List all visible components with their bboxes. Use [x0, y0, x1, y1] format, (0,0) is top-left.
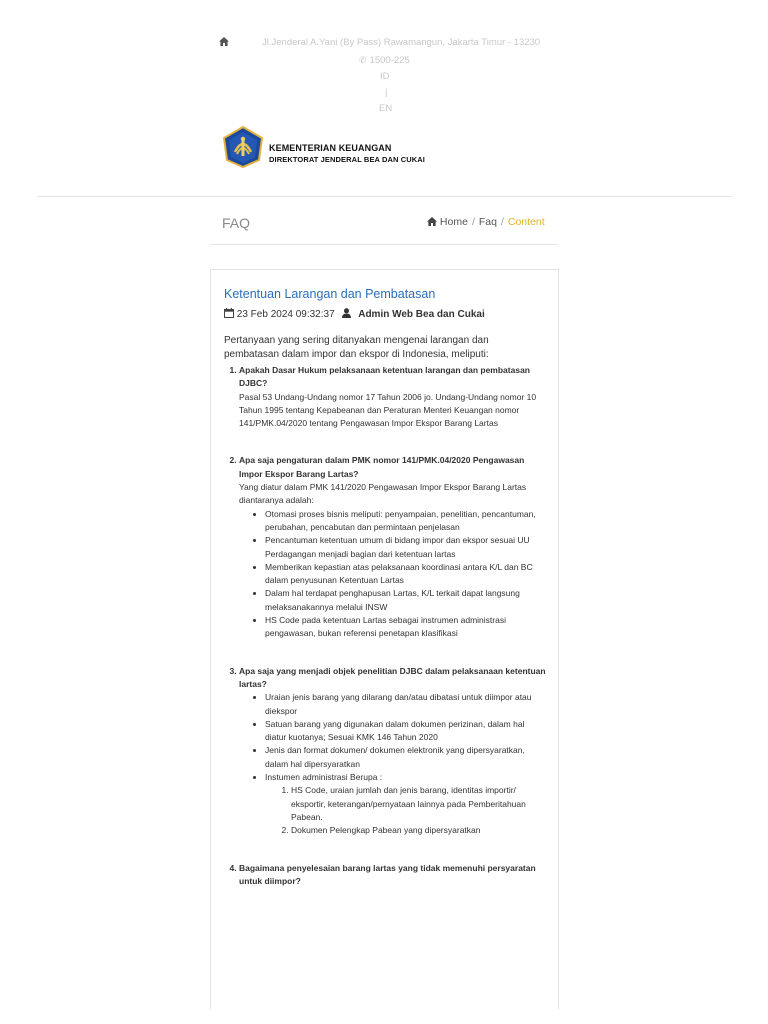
list-item: • HS Code pada ketentuan Lartas sebagai instrumen administrasi pengawasan, bukan referensi penetapan klasifikasi — [265, 614, 546, 641]
title-divider — [210, 244, 558, 245]
breadcrumb-separator: / — [471, 216, 475, 228]
breadcrumb-home[interactable]: Home — [439, 216, 468, 228]
faq-bullet-list — [239, 508, 546, 641]
faq-item — [239, 364, 546, 454]
article-author: Admin Web Bea dan Cukai — [358, 309, 485, 320]
list-item: • Otomasi proses bisnis meliputi: penyampaian, penelitian, pencantuman, perubahan, pencabutan dan permintaan penjelasan — [265, 508, 546, 535]
list-item-text: Instumen administrasi Berupa : — [265, 772, 383, 783]
list-item: • Jenis dan format dokumen/ dokumen elektronik yang dipersyaratkan, dalam hal dipersyaratkan — [265, 744, 546, 771]
calendar-icon — [224, 308, 234, 318]
list-item: • Dalam hal terdapat penghapusan Lartas, K/L terkait dapat langsung melaksanakannya melalui INSW — [265, 587, 546, 614]
list-item: • Memberikan kepastian atas pelaksanaan koordinasi antara K/L dan BC dalam penyusunan Ketentuan Lartas — [265, 561, 546, 588]
site-logo[interactable] — [222, 126, 425, 168]
faq-answer: Pasal 53 Undang-Undang nomor 17 Tahun 2006 jo. Undang-Undang nomor 10 Tahun 1995 tentang Kepabeanan dan Peraturan Menteri Keuangan nomor 141/PMK.04/2020 tentang Pengawasan Impor Ekspor Barang Lartas — [239, 391, 537, 429]
emblem-icon — [222, 126, 264, 168]
faq-question: 3. Apa saja yang menjadi objek penelitian DJBC dalam pelaksanaan ketentuan lartas? — [239, 665, 546, 689]
list-item: • Uraian jenis barang yang dilarang dan/atau dibatasi untuk diimpor atau diekspor — [265, 691, 546, 718]
faq-bullet-list — [239, 691, 546, 784]
breadcrumb — [427, 216, 545, 228]
user-icon — [342, 308, 351, 318]
page-title: FAQ — [222, 215, 251, 231]
topbar — [0, 0, 768, 120]
language-en-link[interactable]: EN — [379, 103, 393, 114]
faq-answer: Yang diatur dalam PMK 141/2020 Pengawasan Impor Ekspor Barang Lartas diantaranya adalah: — [239, 482, 527, 506]
article-date: 23 Feb 2024 09:32:37 — [236, 309, 335, 320]
list-item — [265, 771, 546, 784]
breadcrumb-faq[interactable]: Faq — [478, 216, 497, 228]
list-item: 1. HS Code, uraian jumlah dan jenis barang, identitas importir/ eksportir, keterangan/pernyataan lainnya pada Pemberitahuan Pabean. — [291, 784, 546, 824]
faq-question: 2. Apa saja pengaturan dalam PMK nomor 141/PMK.04/2020 Pengawasan Impor Ekspor Barang Lartas? — [239, 455, 525, 479]
faq-sub-list — [239, 784, 546, 837]
home-icon[interactable] — [219, 37, 229, 47]
faq-question: 4. Bagaimana penyelesaian barang lartas yang tidak memenuhi persyaratan untuk diimpor? — [239, 862, 536, 886]
logo-subtitle: DIREKTORAT JENDERAL BEA DAN CUKAI — [269, 155, 425, 164]
faq-list — [224, 364, 546, 888]
faq-question: 1. Apakah Dasar Hukum pelaksanaan ketentuan larangan dan pembatasan DJBC? — [239, 365, 530, 389]
faq-item — [239, 665, 546, 862]
article-title[interactable]: Ketentuan Larangan dan Pembatasan — [224, 287, 436, 301]
logo-title: KEMENTERIAN KEUANGAN — [269, 143, 392, 153]
breadcrumb-current: Content — [507, 216, 545, 228]
list-item: 2. Dokumen Pelengkap Pabean yang dipersyaratkan — [291, 824, 546, 837]
phone-number: 1500-225 — [369, 55, 410, 66]
language-separator: | — [385, 87, 388, 98]
breadcrumb-home-icon[interactable] — [427, 217, 437, 226]
phone-info — [359, 55, 410, 66]
address-text: Jl.Jenderal A.Yani (By Pass) Rawamangun, Jakarta Timur - 13230 — [262, 37, 541, 48]
language-id-link[interactable]: ID — [380, 71, 390, 82]
article-intro: Pertanyaan yang sering ditanyakan mengenai larangan dan pembatasan dalam impor dan ekspor di Indonesia, meliputi: — [224, 335, 489, 360]
article-card — [210, 269, 559, 1009]
article-meta — [224, 308, 546, 322]
header-divider — [37, 196, 732, 197]
breadcrumb-separator: / — [500, 216, 504, 228]
faq-item — [239, 454, 546, 664]
list-item: • Satuan barang yang digunakan dalam dokumen perizinan, dalam hal diatur kuotanya; Sesuai KMK 146 Tahun 2020 — [265, 718, 546, 745]
phone-icon: ✆ — [359, 55, 367, 65]
list-item: • Pencantuman ketentuan umum di bidang impor dan ekspor sesuai UU Perdagangan menjadi bagian dari ketentuan lartas — [265, 534, 546, 561]
faq-item — [239, 862, 546, 889]
